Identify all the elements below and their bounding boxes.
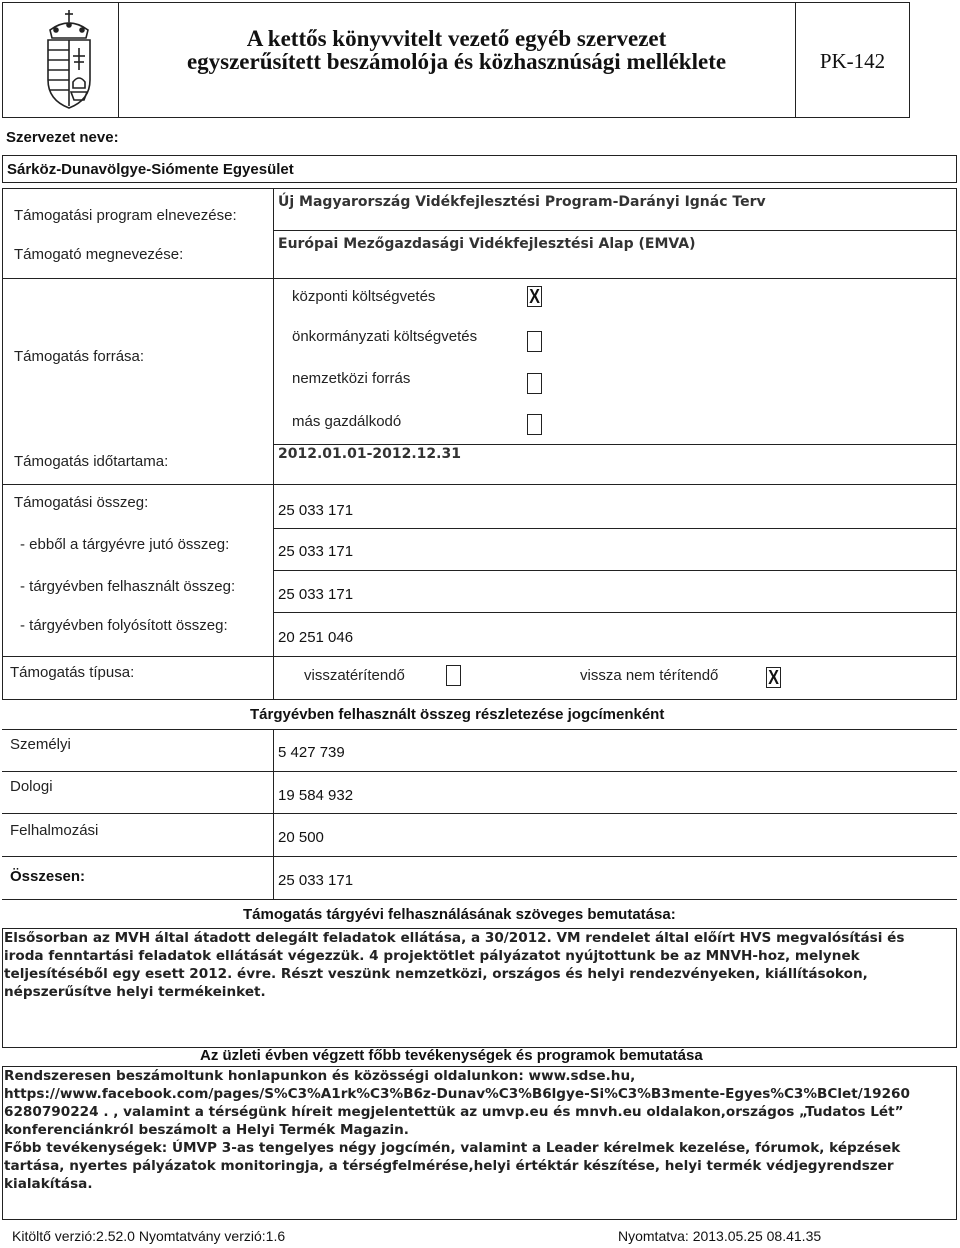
breakdown-row-value: 5 427 739 [278,744,345,761]
usage-text-line: teljesítéséből egy esett 2012. évre. Részt veszünk nemzetközi, országos és helyi rendezvényeken, kiállításokon, [4,966,868,982]
x-mark-icon: X [529,286,540,308]
breakdown-row-label: Felhalmozási [10,822,99,839]
separator-line [2,899,957,900]
source-option-label: központi költségvetés [292,288,436,305]
activities-text-line: Rendszeresen beszámoltunk honlapunkon és közösségi oldalunkon: www.sdse.hu, [4,1068,636,1084]
separator-line [2,484,957,485]
separator-line [2,771,957,772]
source-option-label: más gazdálkodó [292,413,402,430]
source-label: Támogatás forrása: [14,348,145,365]
separator-line [273,528,957,529]
separator-line [273,570,957,571]
source-checkbox-international[interactable] [527,373,542,394]
usage-text-line: népszerűsítve helyi termékeinket. [4,984,266,1000]
separator-line [2,656,957,657]
org-name-value: Sárköz-Dunavölgye-Siómente Egyesület [7,161,294,178]
type-label: Támogatás típusa: [10,664,135,681]
breakdown-total-label: Összesen: [10,868,86,885]
refundable-label: visszatérítendő [304,667,405,684]
usage-text-line: iroda fenntartási feladatok ellátását végezzük. 4 projektötlet pályázatot nyújtottunk be az MNVH-hoz, melynek [4,948,860,964]
program-label: Támogatási program elnevezése: [14,207,237,224]
used-amount-value: 25 033 171 [278,586,354,603]
nonrefundable-checkbox[interactable] [766,667,781,688]
supporter-label: Támogató megnevezése: [14,246,184,263]
separator-line [273,612,957,613]
breakdown-row-value: 20 500 [278,829,324,846]
separator-line [273,444,957,445]
source-option-label: nemzetközi forrás [292,370,411,387]
separator-line [2,729,957,730]
supporter-value: Európai Mezőgazdasági Vidékfejlesztési Alap (EMVA) [278,236,696,252]
used-amount-label: - tárgyévben felhasznált összeg: [20,578,236,595]
usage-title: Támogatás tárgyévi felhasználásának szöveges bemutatása: [243,906,676,923]
nonrefundable-label: vissza nem térítendő [580,667,719,684]
breakdown-row-label: Dologi [10,778,53,795]
year-amount-value: 25 033 171 [278,543,354,560]
activities-text-line: konferenciánkról beszámolt a Helyi Termék Magazin. [4,1122,409,1138]
breakdown-divider [273,729,274,899]
duration-label: Támogatás időtartama: [14,453,169,470]
source-checkbox-central[interactable] [527,286,542,307]
breakdown-title: Tárgyévben felhasznált összeg részletezése jogcímenként [250,706,665,723]
year-amount-label: - ebből a tárgyévre jutó összeg: [20,536,230,553]
form-code: PK-142 [819,49,886,73]
refundable-checkbox[interactable] [446,665,461,686]
duration-value: 2012.01.01-2012.12.31 [278,446,461,462]
activities-text-line: https://www.facebook.com/pages/S%C3%A1rk%C3%B6z-Dunav%C3%B6lgye-Si%C3%B3mente-Egyes%C3%BClet/19260 [4,1086,910,1102]
separator-line [2,813,957,814]
hungarian-coat-of-arms-icon [40,8,98,112]
program-value: Új Magyarország Vidékfejlesztési Program-Darányi Ignác Terv [278,194,766,210]
breakdown-row-value: 19 584 932 [278,787,354,804]
activities-text-line: tartása, nyertes pályázatok monitoringja, a térségfelmérése,helyi értéktár készítése, helyi termék védjegyrendszer [4,1158,894,1174]
source-option-label: önkormányzati költségvetés [292,328,478,345]
total-amount-value: 25 033 171 [278,502,354,519]
activities-text-line: kialakítása. [4,1176,93,1192]
org-name-label: Szervezet neve: [6,129,119,146]
separator-line [2,278,957,279]
source-checkbox-other-business[interactable] [527,414,542,435]
activities-text-line: Főbb tevékenységek: ÚMVP 3-as tengelyes négy jogcímén, valamint a Leader kérelmek kezelése, fórumok, képzések [4,1140,901,1156]
breakdown-total-value: 25 033 171 [278,872,354,889]
paid-amount-label: - tárgyévben folyósított összeg: [20,617,228,634]
x-mark-icon: X [768,667,779,689]
separator-line [273,230,957,231]
header-title-line2: egyszerűsített beszámolója és közhasznúsági melléklete [186,49,727,74]
source-checkbox-municipal[interactable] [527,331,542,352]
separator-line [2,856,957,857]
usage-text-line: Elsősorban az MVH által átadott delegált feladatok ellátása, a 30/2012. VM rendelet által előírt HVS megvalósítási és [4,930,905,946]
footer-printed: Nyomtatva: 2013.05.25 08.41.35 [618,1228,822,1244]
activities-text-line: 6280790224 . , valamint a térségünk híreit megjelentettük az umvp.eu és mnvh.eu oldalakon,országos „Tudatos Lét” [4,1104,904,1120]
total-amount-label: Támogatási összeg: [14,494,149,511]
paid-amount-value: 20 251 046 [278,629,354,646]
footer-version: Kitöltő verzió:2.52.0 Nyomtatvány verzió:1.6 [12,1228,286,1244]
activities-title: Az üzleti évben végzett főbb tevékenységek és programok bemutatása [200,1047,703,1064]
breakdown-row-label: Személyi [10,736,71,753]
header-title-line1: A kettős könyvvitelt vezető egyéb szervezet [246,26,667,51]
